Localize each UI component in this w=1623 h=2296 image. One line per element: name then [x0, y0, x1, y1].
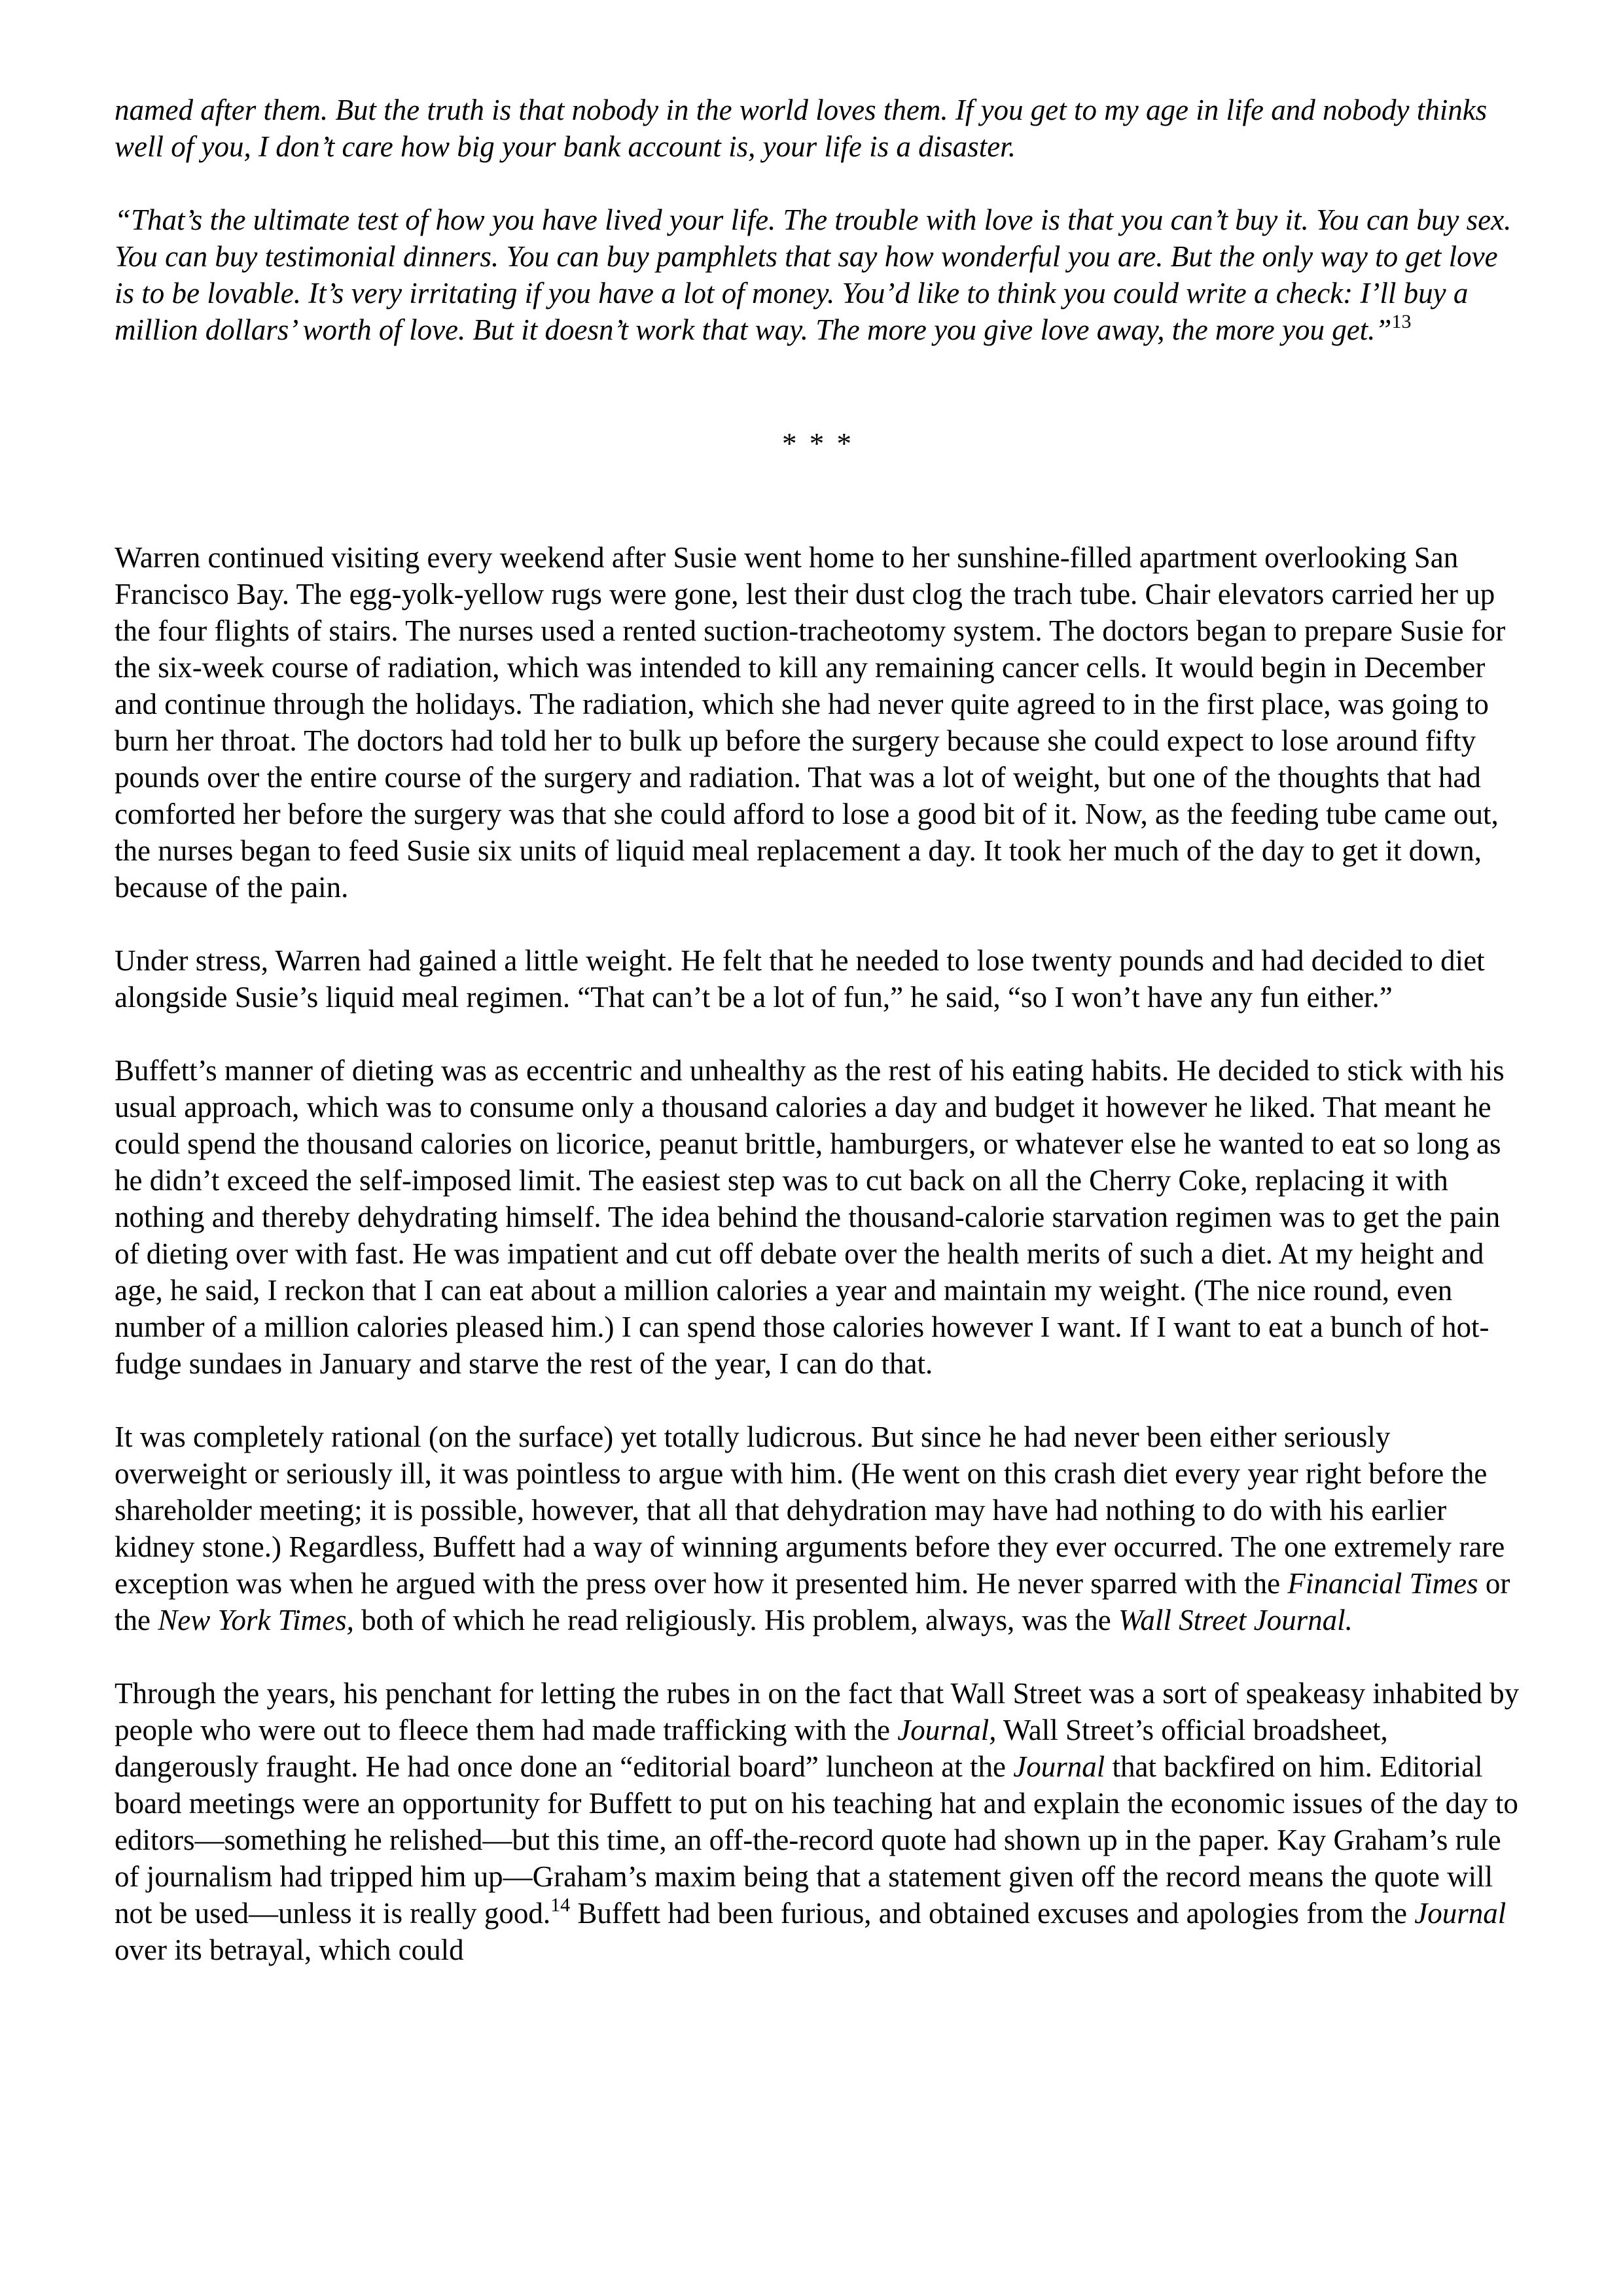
publication-title: Journal, [897, 1714, 997, 1746]
quote-paragraph-1 [115, 92, 1522, 165]
body-paragraph-1: Warren continued visiting every weekend after Susie went home to her sunshine-filled apartment overlooking San Francisco Bay. The egg-yolk-yellow rugs were gone, lest their dust clog the trach tube. Chair elevators carried her up the four flights of stairs. The nurses used a rented suction-tracheotomy system. The doctors began to prepare Susie for the six-week course of radiation, which was intended to kill any remaining cancer cells. It would begin in December and continue through the holidays. The radiation, which she had never quite agreed to in the first place, was going to burn her throat. The doctors had told her to bulk up before the surgery because she could expect to lose around fifty pounds over the entire course of the surgery and radiation. That was a lot of weight, but one of the thoughts that had comforted her before the surgery was that she could afford to lose a good bit of it. Now, as the feeding tube came out, the nurses began to feed Susie six units of liquid meal replacement a day. It took her much of the day to get it down, because of the pain. [115, 541, 1506, 904]
paragraph-text: both of which he read religiously. His problem, always, was the [353, 1604, 1118, 1636]
quote-paragraph-2 [115, 202, 1522, 348]
paragraph-text: that backfired on him. Editorial board meetings were an opportunity for Buffett to put on his teaching hat and explain the economic issues of the day to editors—something he relished—but this time, an off-the-record quote had shown up in the paper. Kay Graham’s rule of journalism had tripped him up—Graham’s maxim being that a statement given off the record means the quote will not be used—unless it is really good. [115, 1750, 1518, 1930]
document-page [115, 92, 1522, 2005]
quote-text: named after them. But the truth is that nobody in the world loves them. If you get to my age in life and nobody thinks well of you, I don’t care how big your bank account is, your life is a disaster. [115, 94, 1488, 163]
publication-title: Journal [1013, 1750, 1105, 1783]
body-paragraph-3: Buffett’s manner of dieting was as eccentric and unhealthy as the rest of his eating habits. He decided to stick with his usual approach, which was to consume only a thousand calories a day and budget it however he liked. That meant he could spend the thousand calories on licorice, peanut brittle, hamburgers, or whatever else he wanted to eat so long as he didn’t exceed the self-imposed limit. The easiest step was to cut back on all the Cherry Coke, replacing it with nothing and thereby dehydrating himself. The idea behind the thousand-calorie starvation regimen was to get the pain of dieting over with fast. He was impatient and cut off debate over the health merits of such a diet. At my height and age, he said, I reckon that I can eat about a million calories a year and maintain my weight. (The nice round, even number of a million calories pleased him.) I can spend those calories however I want. If I want to eat a bunch of hot-fudge sundaes in January and starve the rest of the year, I can do that. [115, 1054, 1505, 1380]
publication-title: Wall Street Journal. [1118, 1604, 1353, 1636]
publication-title: Financial Times [1287, 1567, 1478, 1600]
paragraph-text: or the [115, 1567, 1510, 1636]
footnote-marker: 14 [550, 1894, 571, 1916]
paragraph-text: over its betrayal, which could [115, 1934, 464, 1966]
body-paragraph-5 [115, 1675, 1522, 1968]
body-paragraph-2: Under stress, Warren had gained a little weight. He felt that he needed to lose twenty pounds and had decided to diet alongside Susie’s liquid meal regimen. “That can’t be a lot of fun,” he said, “so I won’t have any fun either.” [115, 944, 1485, 1014]
paragraph-text: Through the years, his penchant for letting the rubes in on the fact that Wall Street was a sort of speakeasy inhabited by people who were out to fleece them had made trafficking with the [115, 1677, 1520, 1746]
body-paragraph-4 [115, 1419, 1522, 1638]
publication-title: New York Times, [158, 1604, 354, 1636]
paragraph-text: It was completely rational (on the surface) yet totally ludicrous. But since he had never been either seriously overweight or seriously ill, it was pointless to argue with him. (He went on this crash diet every year right before the shareholder meeting; it is possible, however, that all that dehydration may have had nothing to do with his earlier kidney stone.) Regardless, Buffett had a way of winning arguments before they ever occurred. The one extremely rare exception was when he argued with the press over how it presented him. He never sparred with the [115, 1421, 1505, 1600]
paragraph-text: Buffett had been furious, and obtained excuses and apologies from the [570, 1897, 1415, 1930]
paragraph-text: Wall Street’s official broadsheet, dangerously fraught. He had once done an “editorial board” luncheon at the [115, 1714, 1388, 1783]
section-separator: * * * [782, 427, 854, 460]
footnote-marker: 13 [1391, 311, 1412, 332]
publication-title: Journal [1414, 1897, 1507, 1930]
quote-text: “That’s the ultimate test of how you have lived your life. The trouble with love is that you can’t buy it. You can buy sex. You can buy testimonial dinners. You can buy pamphlets that say how wonderful you are. But the only way to get love is to be lovable. It’s very irritating if you have a lot of money. You’d like to think you could write a check: I’ll buy a million dollars’ worth of love. But it doesn’t work that way. The more you give love away, the more you get.” [115, 203, 1512, 346]
